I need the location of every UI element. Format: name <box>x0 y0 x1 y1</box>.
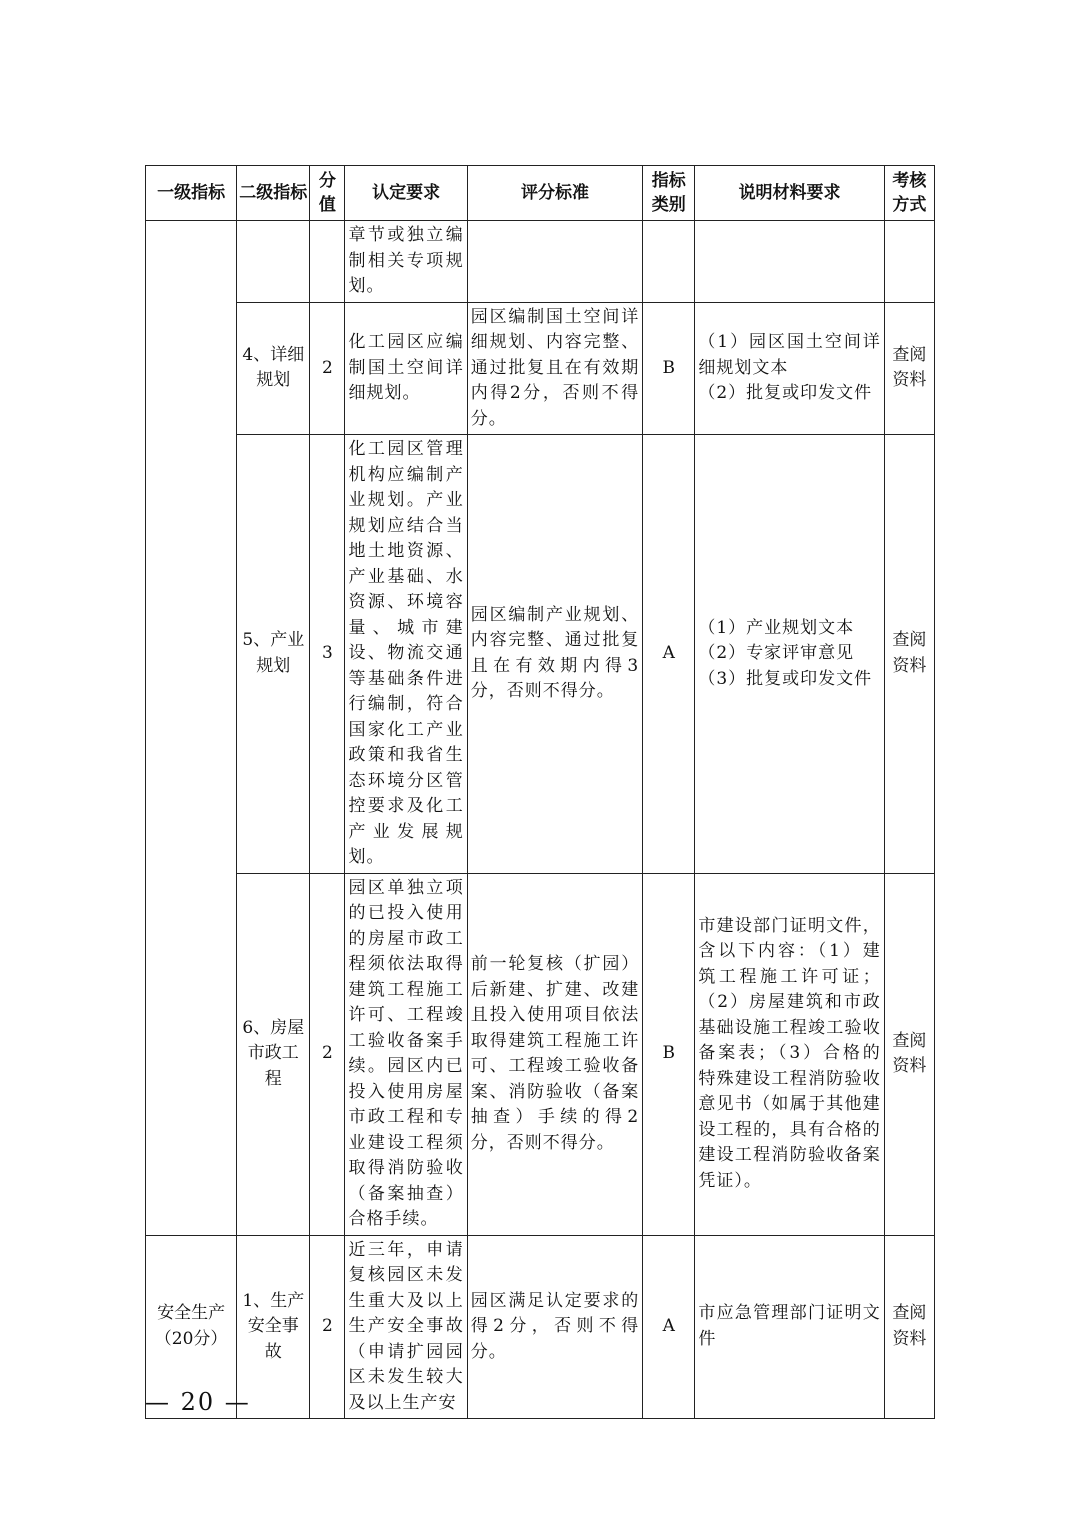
header-level2: 二级指标 <box>237 166 310 221</box>
table-row <box>146 435 935 874</box>
evaluation-table <box>145 165 935 1419</box>
category-cell: B <box>643 873 695 1235</box>
level2-cell: 4、详细规划 <box>237 302 310 435</box>
materials-cell: （1）园区国土空间详细规划文本 （2）批复或印发文件 <box>695 302 884 435</box>
requirement-cell: 化工园区应编制国土空间详细规划。 <box>345 302 467 435</box>
standard-cell: 前一轮复核（扩园）后新建、扩建、改建且投入使用项目依法取得建筑工程施工许可、工程竣工验收备案、消防验收（备案抽查）手续的得2分，否则不得分。 <box>467 873 642 1235</box>
method-cell: 查阅资料 <box>884 1235 934 1419</box>
materials-cell: 市应急管理部门证明文件 <box>695 1235 884 1419</box>
score-cell: 2 <box>310 1235 345 1419</box>
category-cell: B <box>643 302 695 435</box>
standard-cell: 园区编制国土空间详细规划、内容完整、通过批复且在有效期内得2分，否则不得分。 <box>467 302 642 435</box>
table-row <box>146 221 935 303</box>
materials-cell: （1）产业规划文本 （2）专家评审意见 （3）批复或印发文件 <box>695 435 884 874</box>
level2-cell: 1、生产安全事故 <box>237 1235 310 1419</box>
category-cell <box>643 221 695 303</box>
standard-cell: 园区编制产业规划、内容完整、通过批复且在有效期内得3分，否则不得分。 <box>467 435 642 874</box>
materials-cell <box>695 221 884 303</box>
standard-cell <box>467 221 642 303</box>
header-level1: 一级指标 <box>146 166 237 221</box>
method-cell: 查阅资料 <box>884 302 934 435</box>
table-row <box>146 1235 935 1419</box>
score-cell: 2 <box>310 873 345 1235</box>
header-materials: 说明材料要求 <box>695 166 884 221</box>
header-method: 考核方式 <box>884 166 934 221</box>
method-cell: 查阅资料 <box>884 873 934 1235</box>
method-cell: 查阅资料 <box>884 435 934 874</box>
header-category: 指标类别 <box>643 166 695 221</box>
category-cell: A <box>643 435 695 874</box>
requirement-cell: 近三年，申请复核园区未发生重大及以上生产安全事故（申请扩园园区未发生较大及以上生产安 <box>345 1235 467 1419</box>
level1-cell-empty <box>146 221 237 1236</box>
table-row <box>146 302 935 435</box>
page-number: — 20 — <box>145 1388 251 1416</box>
level2-cell <box>237 221 310 303</box>
requirement-cell: 园区单独立项的已投入使用的房屋市政工程须依法取得建筑工程施工许可、工程竣工验收备案手续。园区内已投入使用房屋市政工程和专业建设工程须取得消防验收（备案抽查）合格手续。 <box>345 873 467 1235</box>
materials-cell: 市建设部门证明文件，含以下内容：（1）建筑工程施工许可证；（2）房屋建筑和市政基础设施工程竣工验收备案表；（3）合格的特殊建设工程消防验收意见书（如属于其他建设工程的，具有合格的建设工程消防验收备案凭证）。 <box>695 873 884 1235</box>
requirement-cell: 化工园区管理机构应编制产业规划。产业规划应结合当地土地资源、产业基础、水资源、环境容量、城市建设、物流交通等基础条件进行编制，符合国家化工产业政策和我省生态环境分区管控要求及化工产业发展规划。 <box>345 435 467 874</box>
category-cell: A <box>643 1235 695 1419</box>
header-row <box>146 166 935 221</box>
method-cell <box>884 221 934 303</box>
standard-cell: 园区满足认定要求的得2分，否则不得分。 <box>467 1235 642 1419</box>
level1-cell: 安全生产（20分） <box>146 1235 237 1419</box>
level2-cell: 5、产业规划 <box>237 435 310 874</box>
header-requirement: 认定要求 <box>345 166 467 221</box>
score-cell: 3 <box>310 435 345 874</box>
level2-cell: 6、房屋市政工程 <box>237 873 310 1235</box>
score-cell: 2 <box>310 302 345 435</box>
header-standard: 评分标准 <box>467 166 642 221</box>
requirement-cell: 章节或独立编制相关专项规划。 <box>345 221 467 303</box>
score-cell <box>310 221 345 303</box>
table-row <box>146 873 935 1235</box>
header-score: 分值 <box>310 166 345 221</box>
